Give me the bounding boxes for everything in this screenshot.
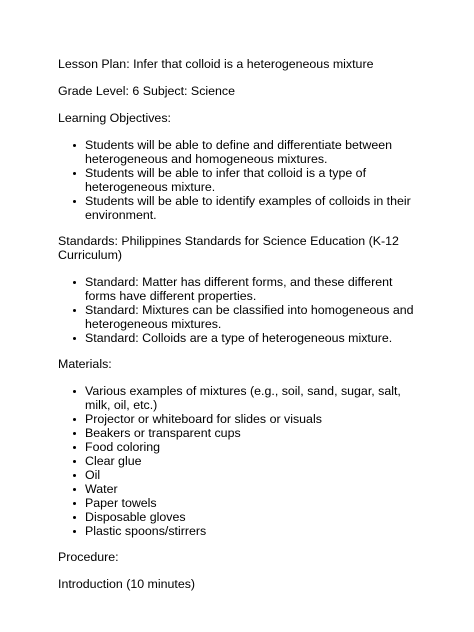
bullet-icon (73, 530, 76, 533)
list-item: Paper towels (85, 496, 420, 510)
objectives-heading: Learning Objectives: (58, 111, 171, 125)
standards-heading: Standards: Philippines Standards for Science Education (K-12 Curriculum) (58, 234, 399, 262)
bullet-icon (73, 144, 76, 147)
list-item: Beakers or transparent cups (85, 426, 420, 440)
bullet-icon (73, 460, 76, 463)
materials-heading: Materials: (58, 357, 112, 371)
list-item: Food coloring (85, 440, 420, 454)
bullet-icon (73, 390, 76, 393)
bullet-icon (73, 172, 76, 175)
grade-subject-line: Grade Level: 6 Subject: Science (58, 84, 236, 98)
list-item: Students will be able to define and differentiate between heterogeneous and homogeneous mixtures. (85, 138, 420, 166)
list-item: Water (85, 482, 420, 496)
bullet-icon (73, 418, 76, 421)
document-page (58, 57, 420, 604)
list-item: Plastic spoons/stirrers (85, 524, 420, 538)
list-item: Disposable gloves (85, 510, 420, 524)
bullet-icon (73, 516, 76, 519)
list-item: Clear glue (85, 454, 420, 468)
bullet-icon (73, 337, 76, 340)
list-item: Oil (85, 468, 420, 482)
list-item: Various examples of mixtures (e.g., soil, sand, sugar, salt, milk, oil, etc.) (85, 384, 420, 412)
introduction-heading: Introduction (10 minutes) (58, 577, 196, 591)
lesson-plan-title: Lesson Plan: Infer that colloid is a heterogeneous mixture (58, 57, 374, 71)
list-item: Standard: Matter has different forms, and these different forms have different properties. (85, 275, 420, 303)
bullet-icon (73, 502, 76, 505)
objectives-list (58, 138, 420, 222)
standards-list (58, 275, 420, 345)
list-item: Standard: Mixtures can be classified into homogeneous and heterogeneous mixtures. (85, 303, 420, 331)
bullet-icon (73, 309, 76, 312)
bullet-icon (73, 488, 76, 491)
list-item: Students will be able to infer that colloid is a type of heterogeneous mixture. (85, 166, 420, 194)
bullet-icon (73, 446, 76, 449)
procedure-heading: Procedure: (58, 550, 119, 564)
bullet-icon (73, 281, 76, 284)
list-item: Students will be able to identify examples of colloids in their environment. (85, 194, 420, 222)
materials-list (58, 384, 420, 538)
bullet-icon (73, 432, 76, 435)
list-item: Projector or whiteboard for slides or visuals (85, 412, 420, 426)
bullet-icon (73, 200, 76, 203)
list-item: Standard: Colloids are a type of heterogeneous mixture. (85, 331, 420, 345)
bullet-icon (73, 474, 76, 477)
